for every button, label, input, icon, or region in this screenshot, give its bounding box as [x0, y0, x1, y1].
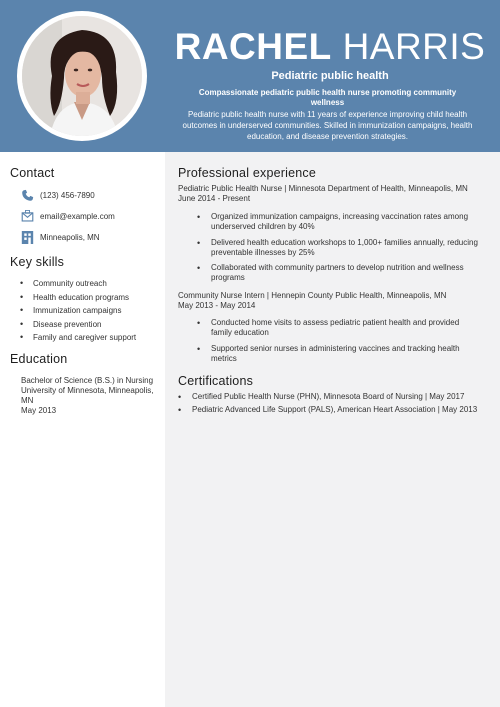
job-bullet: • Delivered health education workshops to 1,000+ families annually, reducing preventable illnesses by 25% — [197, 238, 482, 258]
skill-item: • Family and caregiver support — [20, 331, 136, 345]
email-text: email@example.com — [40, 211, 115, 221]
portrait-illustration — [22, 16, 142, 136]
last-name: HARRIS — [342, 26, 486, 67]
phone-text: (123) 456-7890 — [40, 190, 95, 200]
job-bullets — [197, 212, 482, 289]
candidate-name — [160, 28, 500, 65]
profile-photo — [22, 16, 142, 136]
job-bullet: • Collaborated with community partners to develop nutrition and wellness programs — [197, 263, 482, 283]
profile-photo-frame — [17, 11, 147, 141]
job-role: Community Nurse Intern | Hennepin County Public Health, Minneapolis, MN — [178, 291, 447, 300]
job-bullet: • Supported senior nurses in administering vaccines and tracking health metrics — [197, 344, 482, 364]
skills-heading: Key skills — [10, 255, 65, 269]
skill-item: • Health education programs — [20, 291, 136, 305]
contact-phone — [20, 187, 95, 203]
job-dates: May 2013 - May 2014 — [178, 301, 256, 310]
first-name: RACHEL — [174, 26, 332, 67]
education-school: University of Minnesota, Minneapolis, MN — [21, 386, 154, 405]
location-icon — [20, 229, 34, 245]
tagline: Compassionate pediatric public health nurse promoting community wellness — [198, 88, 457, 107]
job-bullets — [197, 318, 482, 369]
job-role: Pediatric Public Health Nurse | Minnesota Department of Health, Minneapolis, MN — [178, 184, 468, 193]
education-date: May 2013 — [21, 406, 57, 415]
phone-icon — [20, 187, 34, 203]
envelope-icon — [20, 208, 34, 224]
job-title: Pediatric public health — [271, 70, 389, 82]
skill-item: • Immunization campaigns — [20, 304, 136, 318]
certifications-list — [178, 392, 478, 418]
certifications-heading: Certifications — [178, 374, 254, 388]
contact-location — [20, 229, 100, 245]
job-dates: June 2014 - Present — [178, 194, 251, 203]
job-header — [178, 184, 488, 204]
job-bullet: • Organized immunization campaigns, increasing vaccination rates among underserved children by 40% — [197, 212, 482, 232]
skill-item: • Disease prevention — [20, 318, 136, 332]
experience-heading: Professional experience — [178, 166, 317, 180]
skill-item: • Community outreach — [20, 277, 136, 291]
job-header — [178, 291, 488, 311]
contact-heading: Contact — [10, 166, 55, 180]
location-text: Minneapolis, MN — [40, 232, 100, 242]
certification-item: • Pediatric Advanced Life Support (PALS), American Heart Association | May 2013 — [178, 405, 478, 415]
contact-email — [20, 208, 115, 224]
summary: Pediatric public health nurse with 11 years of experience improving child health outcomes in underserved communities. Skilled in immunization campaigns, health education, and disease prevention strategies. — [182, 110, 473, 141]
skills-list — [20, 277, 136, 345]
job-bullet: • Conducted home visits to assess pediatric patient health and provided family education — [197, 318, 482, 338]
certification-item: • Certified Public Health Nurse (PHN), Minnesota Board of Nursing | May 2017 — [178, 392, 478, 402]
education-degree: Bachelor of Science (B.S.) in Nursing — [21, 376, 154, 385]
education-entry — [21, 376, 161, 416]
education-heading: Education — [10, 352, 68, 366]
